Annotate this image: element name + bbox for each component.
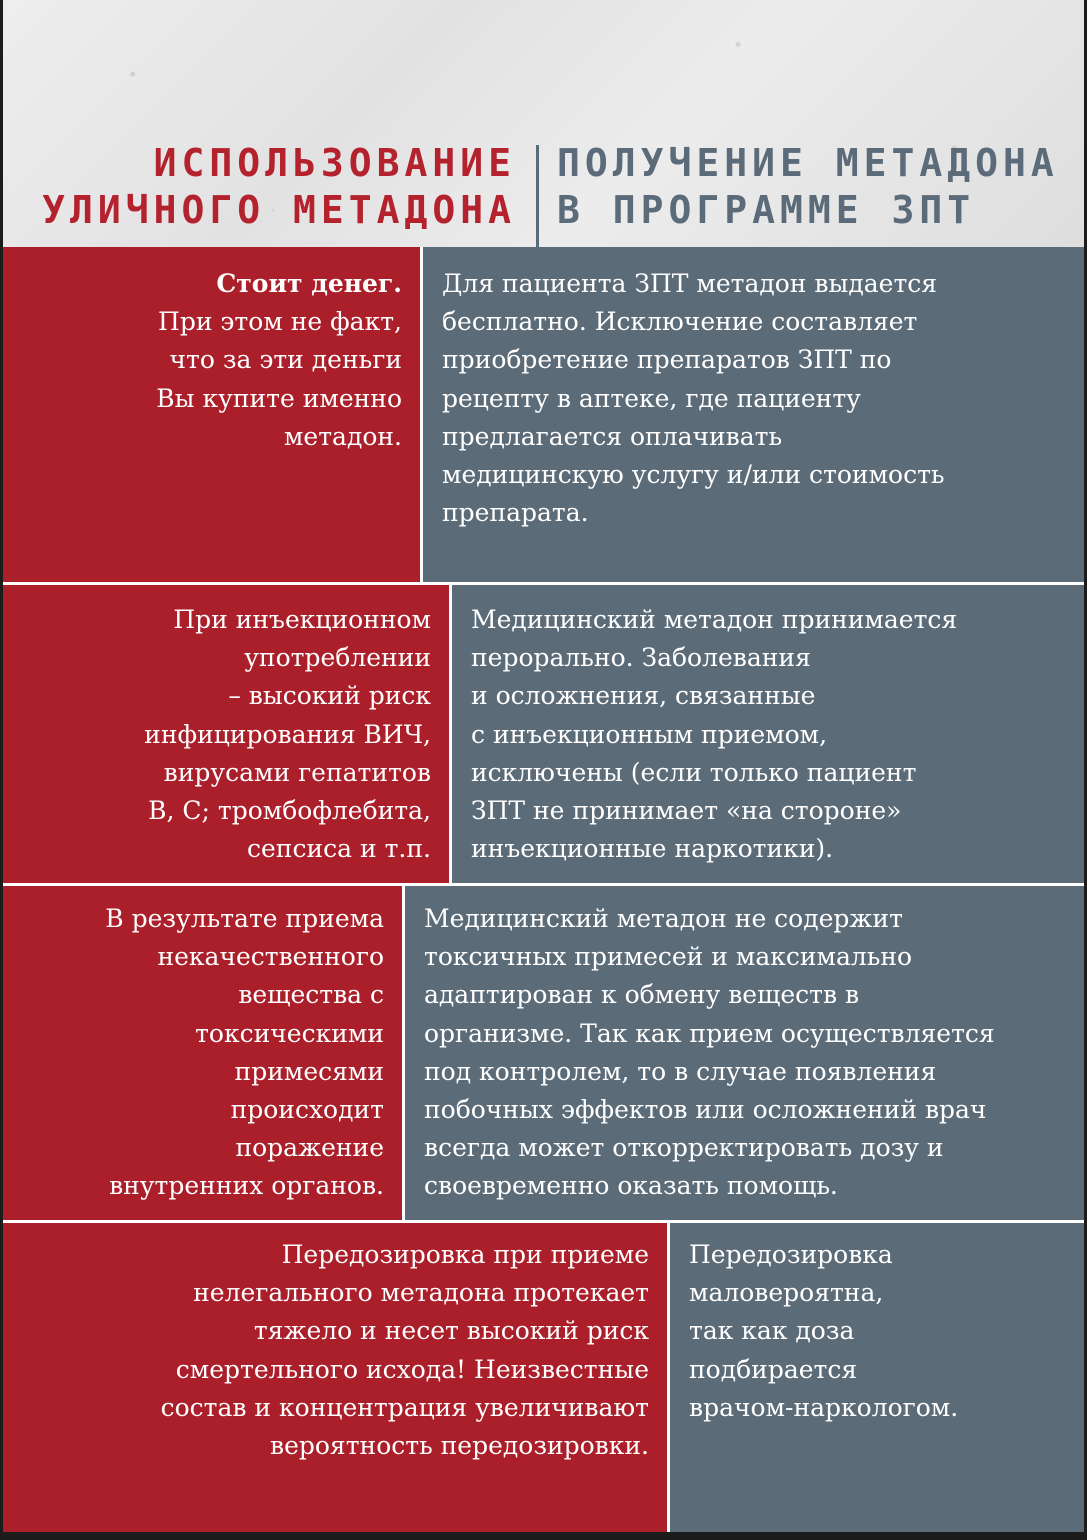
header (3, 0, 1084, 247)
comparison-row-overdose (3, 1223, 1084, 1532)
ost-cost-cell (423, 247, 1084, 582)
street-overdose-cell (3, 1223, 667, 1532)
ost-overdose-cell (670, 1223, 1084, 1532)
ost-oral-cell (452, 585, 1084, 883)
street-cost-text: Стоит денег. При этом не факт, что за эти деньги Вы купите именно метадон. (156, 269, 402, 451)
street-overdose-text: Передозировка при приеме нелегального метадона протекает тяжело и несет высокий риск смертельного исхода! Неизвестные состав и концентрация увеличивают вероятность передозировки. (160, 1240, 649, 1461)
street-injection-cell (3, 585, 449, 883)
comparison-row-impurities (3, 886, 1084, 1220)
ost-purity-cell (405, 886, 1084, 1220)
ost-purity-text: Медицинский метадон не содержит токсичных примесей и максимально адаптирован к обмену веществ в организме. Так как прием осуществляется под контролем, то в случае появления побочных эффектов или осложнений врач всегда может откорректировать дозу и своевременно оказать помощь. (424, 904, 995, 1201)
comparison-row-cost (3, 247, 1084, 582)
street-methadone-heading: ИСПОЛЬЗОВАНИЕ УЛИЧНОГО МЕТАДОНА (42, 141, 516, 232)
ost-overdose-text: Передозировка маловероятна, так как доза подбирается врачом-наркологом. (689, 1240, 959, 1422)
ost-methadone-heading: ПОЛУЧЕНИЕ МЕТАДОНА В ПРОГРАММЕ ЗПТ (557, 141, 1059, 232)
comparison-row-injection (3, 585, 1084, 883)
ost-cost-text: Для пациента ЗПТ метадон выдается бесплатно. Исключение составляет приобретение препаратов ЗПТ по рецепту в аптеке, где пациенту предлагается оплачивать медицинскую услугу и/или стоимость препарата. (442, 269, 945, 528)
street-cost-cell (3, 247, 420, 582)
street-injection-text: При инъекционном употреблении – высокий риск инфицирования ВИЧ, вирусами гепатитов В, С; тромбофлебита, сепсиса и т.п. (144, 605, 431, 864)
header-divider (536, 145, 539, 247)
comparison-page (3, 0, 1084, 1532)
street-impurities-cell (3, 886, 402, 1220)
ost-oral-text: Медицинский метадон принимается перорально. Заболевания и осложнения, связанные с инъекционным приемом, исключены (если только пациент ЗПТ не принимает «на стороне» инъекционные наркотики). (471, 605, 958, 864)
street-impurities-text: В результате приема некачественного вещества с токсическими примесями происходит поражение внутренних органов. (105, 904, 384, 1201)
